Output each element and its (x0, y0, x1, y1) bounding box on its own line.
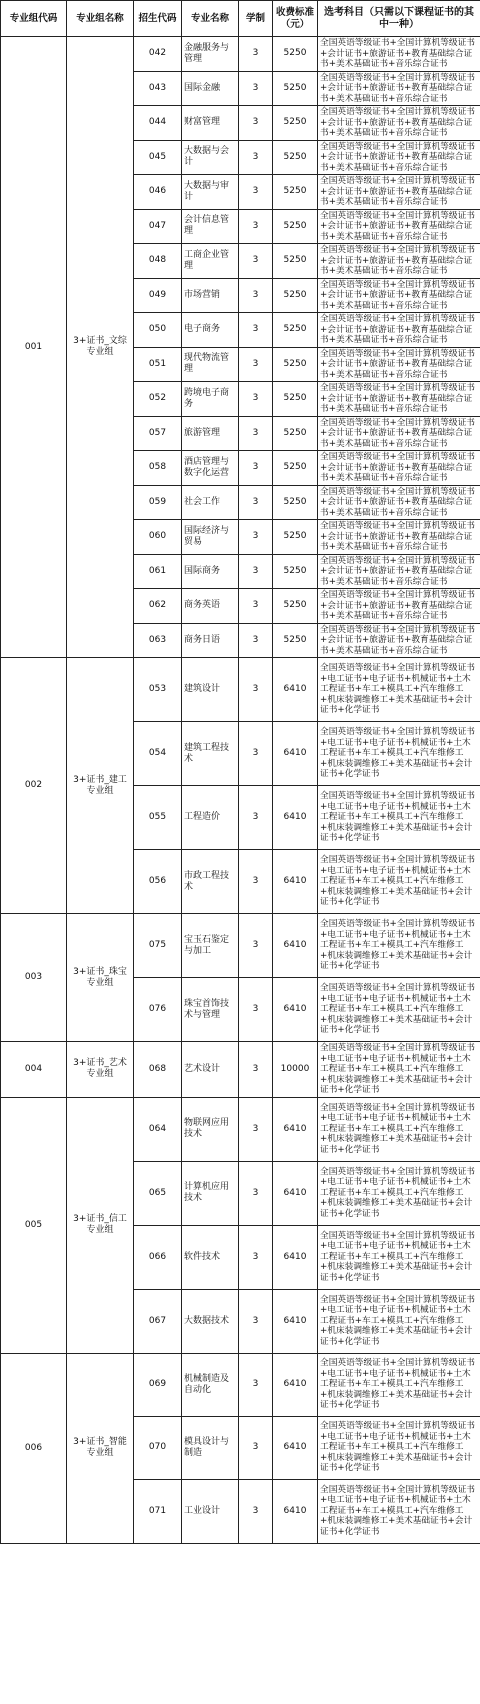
subjects-cell: 全国英语等级证书+全国计算机等级证书+电工证书+电子证书+机械证书+土木工程证书+车工+模具工+汽车维修工+机床装调维修工+美术基础证书+会计证书+化学证书 (318, 850, 480, 914)
subjects-cell: 全国英语等级证书+全国计算机等级证书+会计证书+旅游证书+教育基础综合证书+美术基础证书+音乐综合证书 (318, 313, 480, 348)
major-code-cell: 067 (134, 1289, 182, 1353)
major-name-cell: 艺术设计 (182, 1042, 239, 1098)
fee-cell: 6410 (273, 850, 318, 914)
major-name-cell: 工业设计 (182, 1479, 239, 1543)
subjects-cell: 全国英语等级证书+全国计算机等级证书+会计证书+旅游证书+教育基础综合证书+美术基础证书+音乐综合证书 (318, 140, 480, 175)
major-code-cell: 064 (134, 1097, 182, 1161)
major-name-cell: 旅游管理 (182, 416, 239, 451)
subjects-cell: 全国英语等级证书+全国计算机等级证书+会计证书+旅游证书+教育基础综合证书+美术基础证书+音乐综合证书 (318, 209, 480, 244)
fee-cell: 5250 (273, 106, 318, 141)
fee-cell: 5250 (273, 175, 318, 210)
group-code-cell: 004 (1, 1042, 67, 1098)
group-name-cell: 3+证书_信工专业组 (67, 1097, 134, 1353)
fee-cell: 6410 (273, 1416, 318, 1479)
subjects-cell: 全国英语等级证书+全国计算机等级证书+会计证书+旅游证书+教育基础综合证书+美术基础证书+音乐综合证书 (318, 623, 480, 658)
subjects-cell: 全国英语等级证书+全国计算机等级证书+会计证书+旅游证书+教育基础综合证书+美术基础证书+音乐综合证书 (318, 554, 480, 589)
major-code-cell: 060 (134, 520, 182, 555)
subjects-cell: 全国英语等级证书+全国计算机等级证书+会计证书+旅游证书+教育基础综合证书+美术基础证书+音乐综合证书 (318, 451, 480, 486)
duration-cell: 3 (239, 520, 273, 555)
subjects-cell: 全国英语等级证书+全国计算机等级证书+电工证书+电子证书+机械证书+土木工程证书+车工+模具工+汽车维修工+机床装调维修工+美术基础证书+会计证书+化学证书 (318, 1416, 480, 1479)
duration-cell: 3 (239, 850, 273, 914)
fee-cell: 5250 (273, 623, 318, 658)
subjects-cell: 全国英语等级证书+全国计算机等级证书+会计证书+旅游证书+教育基础综合证书+美术基础证书+音乐综合证书 (318, 416, 480, 451)
fee-cell: 6410 (273, 1479, 318, 1543)
major-code-cell: 062 (134, 589, 182, 624)
group-name-cell: 3+证书_珠宝专业组 (67, 914, 134, 1042)
major-name-cell: 大数据技术 (182, 1289, 239, 1353)
header-row (1, 1, 480, 37)
major-code-cell: 051 (134, 347, 182, 382)
header-fee: 收费标准（元） (273, 1, 318, 37)
major-code-cell: 063 (134, 623, 182, 658)
fee-cell: 6410 (273, 786, 318, 850)
subjects-cell: 全国英语等级证书+全国计算机等级证书+电工证书+电子证书+机械证书+土木工程证书+车工+模具工+汽车维修工+机床装调维修工+美术基础证书+会计证书+化学证书 (318, 658, 480, 722)
fee-cell: 5250 (273, 589, 318, 624)
duration-cell: 3 (239, 1042, 273, 1098)
subjects-cell: 全国英语等级证书+全国计算机等级证书+电工证书+电子证书+机械证书+土木工程证书+车工+模具工+汽车维修工+机床装调维修工+美术基础证书+会计证书+化学证书 (318, 786, 480, 850)
group-name-cell: 3+证书_文综专业组 (67, 37, 134, 658)
fee-cell: 5250 (273, 554, 318, 589)
major-code-cell: 076 (134, 978, 182, 1042)
major-code-cell: 071 (134, 1479, 182, 1543)
major-code-cell: 049 (134, 278, 182, 313)
fee-cell: 5250 (273, 416, 318, 451)
table-row (1, 914, 480, 978)
major-name-cell: 大数据与会计 (182, 140, 239, 175)
subjects-cell: 全国英语等级证书+全国计算机等级证书+会计证书+旅游证书+教育基础综合证书+美术基础证书+音乐综合证书 (318, 382, 480, 417)
major-name-cell: 金融服务与管理 (182, 37, 239, 72)
subjects-cell: 全国英语等级证书+全国计算机等级证书+电工证书+电子证书+机械证书+土木工程证书+车工+模具工+汽车维修工+机床装调维修工+美术基础证书+会计证书+化学证书 (318, 1353, 480, 1416)
header-group-name: 专业组名称 (67, 1, 134, 37)
duration-cell: 3 (239, 589, 273, 624)
subjects-cell: 全国英语等级证书+全国计算机等级证书+电工证书+电子证书+机械证书+土木工程证书+车工+模具工+汽车维修工+机床装调维修工+美术基础证书+会计证书+化学证书 (318, 1097, 480, 1161)
major-name-cell: 国际商务 (182, 554, 239, 589)
subjects-cell: 全国英语等级证书+全国计算机等级证书+电工证书+电子证书+机械证书+土木工程证书+车工+模具工+汽车维修工+机床装调维修工+美术基础证书+会计证书+化学证书 (318, 1479, 480, 1543)
major-code-cell: 068 (134, 1042, 182, 1098)
major-name-cell: 跨境电子商务 (182, 382, 239, 417)
table-row (1, 37, 480, 72)
major-code-cell: 061 (134, 554, 182, 589)
major-code-cell: 075 (134, 914, 182, 978)
group-name-cell: 3+证书_艺术专业组 (67, 1042, 134, 1098)
major-code-cell: 043 (134, 71, 182, 106)
major-code-cell: 053 (134, 658, 182, 722)
major-name-cell: 软件技术 (182, 1225, 239, 1289)
subjects-cell: 全国英语等级证书+全国计算机等级证书+会计证书+旅游证书+教育基础综合证书+美术基础证书+音乐综合证书 (318, 589, 480, 624)
major-code-cell: 054 (134, 722, 182, 786)
major-code-cell: 069 (134, 1353, 182, 1416)
duration-cell: 3 (239, 786, 273, 850)
table-body (1, 37, 480, 1544)
major-code-cell: 056 (134, 850, 182, 914)
major-name-cell: 宝玉石鉴定与加工 (182, 914, 239, 978)
fee-cell: 5250 (273, 209, 318, 244)
fee-cell: 6410 (273, 1225, 318, 1289)
duration-cell: 3 (239, 140, 273, 175)
major-name-cell: 酒店管理与数字化运营 (182, 451, 239, 486)
header-major: 专业名称 (182, 1, 239, 37)
group-code-cell: 003 (1, 914, 67, 1042)
subjects-cell: 全国英语等级证书+全国计算机等级证书+电工证书+电子证书+机械证书+土木工程证书+车工+模具工+汽车维修工+机床装调维修工+美术基础证书+会计证书+化学证书 (318, 1289, 480, 1353)
table-row (1, 1042, 480, 1098)
fee-cell: 5250 (273, 244, 318, 279)
fee-cell: 6410 (273, 1097, 318, 1161)
major-code-cell: 048 (134, 244, 182, 279)
major-code-cell: 044 (134, 106, 182, 141)
table-row (1, 1353, 480, 1416)
major-code-cell: 042 (134, 37, 182, 72)
duration-cell: 3 (239, 914, 273, 978)
duration-cell: 3 (239, 1353, 273, 1416)
major-code-cell: 047 (134, 209, 182, 244)
duration-cell: 3 (239, 451, 273, 486)
major-name-cell: 建筑设计 (182, 658, 239, 722)
major-code-cell: 070 (134, 1416, 182, 1479)
major-name-cell: 市政工程技术 (182, 850, 239, 914)
subjects-cell: 全国英语等级证书+全国计算机等级证书+会计证书+旅游证书+教育基础综合证书+美术基础证书+音乐综合证书 (318, 244, 480, 279)
duration-cell: 3 (239, 175, 273, 210)
major-name-cell: 现代物流管理 (182, 347, 239, 382)
major-name-cell: 物联网应用技术 (182, 1097, 239, 1161)
fee-cell: 6410 (273, 1289, 318, 1353)
subjects-cell: 全国英语等级证书+全国计算机等级证书+会计证书+旅游证书+教育基础综合证书+美术基础证书+音乐综合证书 (318, 520, 480, 555)
duration-cell: 3 (239, 37, 273, 72)
duration-cell: 3 (239, 71, 273, 106)
major-code-cell: 052 (134, 382, 182, 417)
major-code-cell: 050 (134, 313, 182, 348)
subjects-cell: 全国英语等级证书+全国计算机等级证书+会计证书+旅游证书+教育基础综合证书+美术基础证书+音乐综合证书 (318, 485, 480, 520)
fee-cell: 5250 (273, 520, 318, 555)
duration-cell: 3 (239, 416, 273, 451)
subjects-cell: 全国英语等级证书+全国计算机等级证书+电工证书+电子证书+机械证书+土木工程证书+车工+模具工+汽车维修工+机床装调维修工+美术基础证书+会计证书+化学证书 (318, 914, 480, 978)
duration-cell: 3 (239, 278, 273, 313)
duration-cell: 3 (239, 1479, 273, 1543)
subjects-cell: 全国英语等级证书+全国计算机等级证书+会计证书+旅游证书+教育基础综合证书+美术基础证书+音乐综合证书 (318, 37, 480, 72)
fee-cell: 5250 (273, 382, 318, 417)
fee-cell: 6410 (273, 658, 318, 722)
major-code-cell: 059 (134, 485, 182, 520)
major-name-cell: 市场营销 (182, 278, 239, 313)
fee-cell: 6410 (273, 978, 318, 1042)
duration-cell: 3 (239, 623, 273, 658)
header-duration: 学制 (239, 1, 273, 37)
duration-cell: 3 (239, 1289, 273, 1353)
subjects-cell: 全国英语等级证书+全国计算机等级证书+会计证书+旅游证书+教育基础综合证书+美术基础证书+音乐综合证书 (318, 106, 480, 141)
subjects-cell: 全国英语等级证书+全国计算机等级证书+会计证书+旅游证书+教育基础综合证书+美术基础证书+音乐综合证书 (318, 347, 480, 382)
group-code-cell: 005 (1, 1097, 67, 1353)
major-name-cell: 财富管理 (182, 106, 239, 141)
duration-cell: 3 (239, 313, 273, 348)
major-name-cell: 建筑工程技术 (182, 722, 239, 786)
duration-cell: 3 (239, 209, 273, 244)
fee-cell: 5250 (273, 140, 318, 175)
duration-cell: 3 (239, 978, 273, 1042)
group-code-cell: 002 (1, 658, 67, 914)
subjects-cell: 全国英语等级证书+全国计算机等级证书+会计证书+旅游证书+教育基础综合证书+美术基础证书+音乐综合证书 (318, 175, 480, 210)
major-name-cell: 电子商务 (182, 313, 239, 348)
major-name-cell: 社会工作 (182, 485, 239, 520)
major-code-cell: 057 (134, 416, 182, 451)
subjects-cell: 全国英语等级证书+全国计算机等级证书+电工证书+电子证书+机械证书+土木工程证书+车工+模具工+汽车维修工+机床装调维修工+美术基础证书+会计证书+化学证书 (318, 1161, 480, 1225)
fee-cell: 6410 (273, 1353, 318, 1416)
fee-cell: 5250 (273, 278, 318, 313)
major-name-cell: 珠宝首饰技术与管理 (182, 978, 239, 1042)
fee-cell: 5250 (273, 37, 318, 72)
fee-cell: 5250 (273, 451, 318, 486)
fee-cell: 6410 (273, 1161, 318, 1225)
duration-cell: 3 (239, 1161, 273, 1225)
header-group-code: 专业组代码 (1, 1, 67, 37)
fee-cell: 10000 (273, 1042, 318, 1098)
subjects-cell: 全国英语等级证书+全国计算机等级证书+会计证书+旅游证书+教育基础综合证书+美术基础证书+音乐综合证书 (318, 278, 480, 313)
major-name-cell: 计算机应用技术 (182, 1161, 239, 1225)
duration-cell: 3 (239, 1097, 273, 1161)
subjects-cell: 全国英语等级证书+全国计算机等级证书+电工证书+电子证书+机械证书+土木工程证书+车工+模具工+汽车维修工+机床装调维修工+美术基础证书+会计证书+化学证书 (318, 978, 480, 1042)
major-name-cell: 会计信息管理 (182, 209, 239, 244)
fee-cell: 5250 (273, 71, 318, 106)
subjects-cell: 全国英语等级证书+全国计算机等级证书+电工证书+电子证书+机械证书+土木工程证书+车工+模具工+汽车维修工+机床装调维修工+美术基础证书+会计证书+化学证书 (318, 1042, 480, 1098)
major-code-cell: 045 (134, 140, 182, 175)
table-row (1, 1097, 480, 1161)
fee-cell: 6410 (273, 914, 318, 978)
group-code-cell: 006 (1, 1353, 67, 1543)
major-name-cell: 大数据与审计 (182, 175, 239, 210)
major-name-cell: 国际经济与贸易 (182, 520, 239, 555)
group-name-cell: 3+证书_智能专业组 (67, 1353, 134, 1543)
duration-cell: 3 (239, 244, 273, 279)
major-name-cell: 工程造价 (182, 786, 239, 850)
duration-cell: 3 (239, 658, 273, 722)
major-name-cell: 模具设计与制造 (182, 1416, 239, 1479)
duration-cell: 3 (239, 485, 273, 520)
header-code: 招生代码 (134, 1, 182, 37)
header-subjects: 选考科目（只需以下课程证书的其中一种） (318, 1, 480, 37)
subjects-cell: 全国英语等级证书+全国计算机等级证书+会计证书+旅游证书+教育基础综合证书+美术基础证书+音乐综合证书 (318, 71, 480, 106)
major-name-cell: 国际金融 (182, 71, 239, 106)
major-code-cell: 065 (134, 1161, 182, 1225)
duration-cell: 3 (239, 554, 273, 589)
major-name-cell: 机械制造及自动化 (182, 1353, 239, 1416)
duration-cell: 3 (239, 1416, 273, 1479)
subjects-cell: 全国英语等级证书+全国计算机等级证书+电工证书+电子证书+机械证书+土木工程证书+车工+模具工+汽车维修工+机床装调维修工+美术基础证书+会计证书+化学证书 (318, 1225, 480, 1289)
major-code-cell: 046 (134, 175, 182, 210)
fee-cell: 5250 (273, 313, 318, 348)
duration-cell: 3 (239, 347, 273, 382)
duration-cell: 3 (239, 106, 273, 141)
duration-cell: 3 (239, 722, 273, 786)
subjects-cell: 全国英语等级证书+全国计算机等级证书+电工证书+电子证书+机械证书+土木工程证书+车工+模具工+汽车维修工+机床装调维修工+美术基础证书+会计证书+化学证书 (318, 722, 480, 786)
group-name-cell: 3+证书_建工专业组 (67, 658, 134, 914)
major-code-cell: 066 (134, 1225, 182, 1289)
duration-cell: 3 (239, 382, 273, 417)
major-name-cell: 商务英语 (182, 589, 239, 624)
table-row (1, 658, 480, 722)
fee-cell: 5250 (273, 347, 318, 382)
major-code-cell: 058 (134, 451, 182, 486)
group-code-cell: 001 (1, 37, 67, 658)
fee-cell: 6410 (273, 722, 318, 786)
duration-cell: 3 (239, 1225, 273, 1289)
major-name-cell: 工商企业管理 (182, 244, 239, 279)
major-code-cell: 055 (134, 786, 182, 850)
major-name-cell: 商务日语 (182, 623, 239, 658)
fee-cell: 5250 (273, 485, 318, 520)
